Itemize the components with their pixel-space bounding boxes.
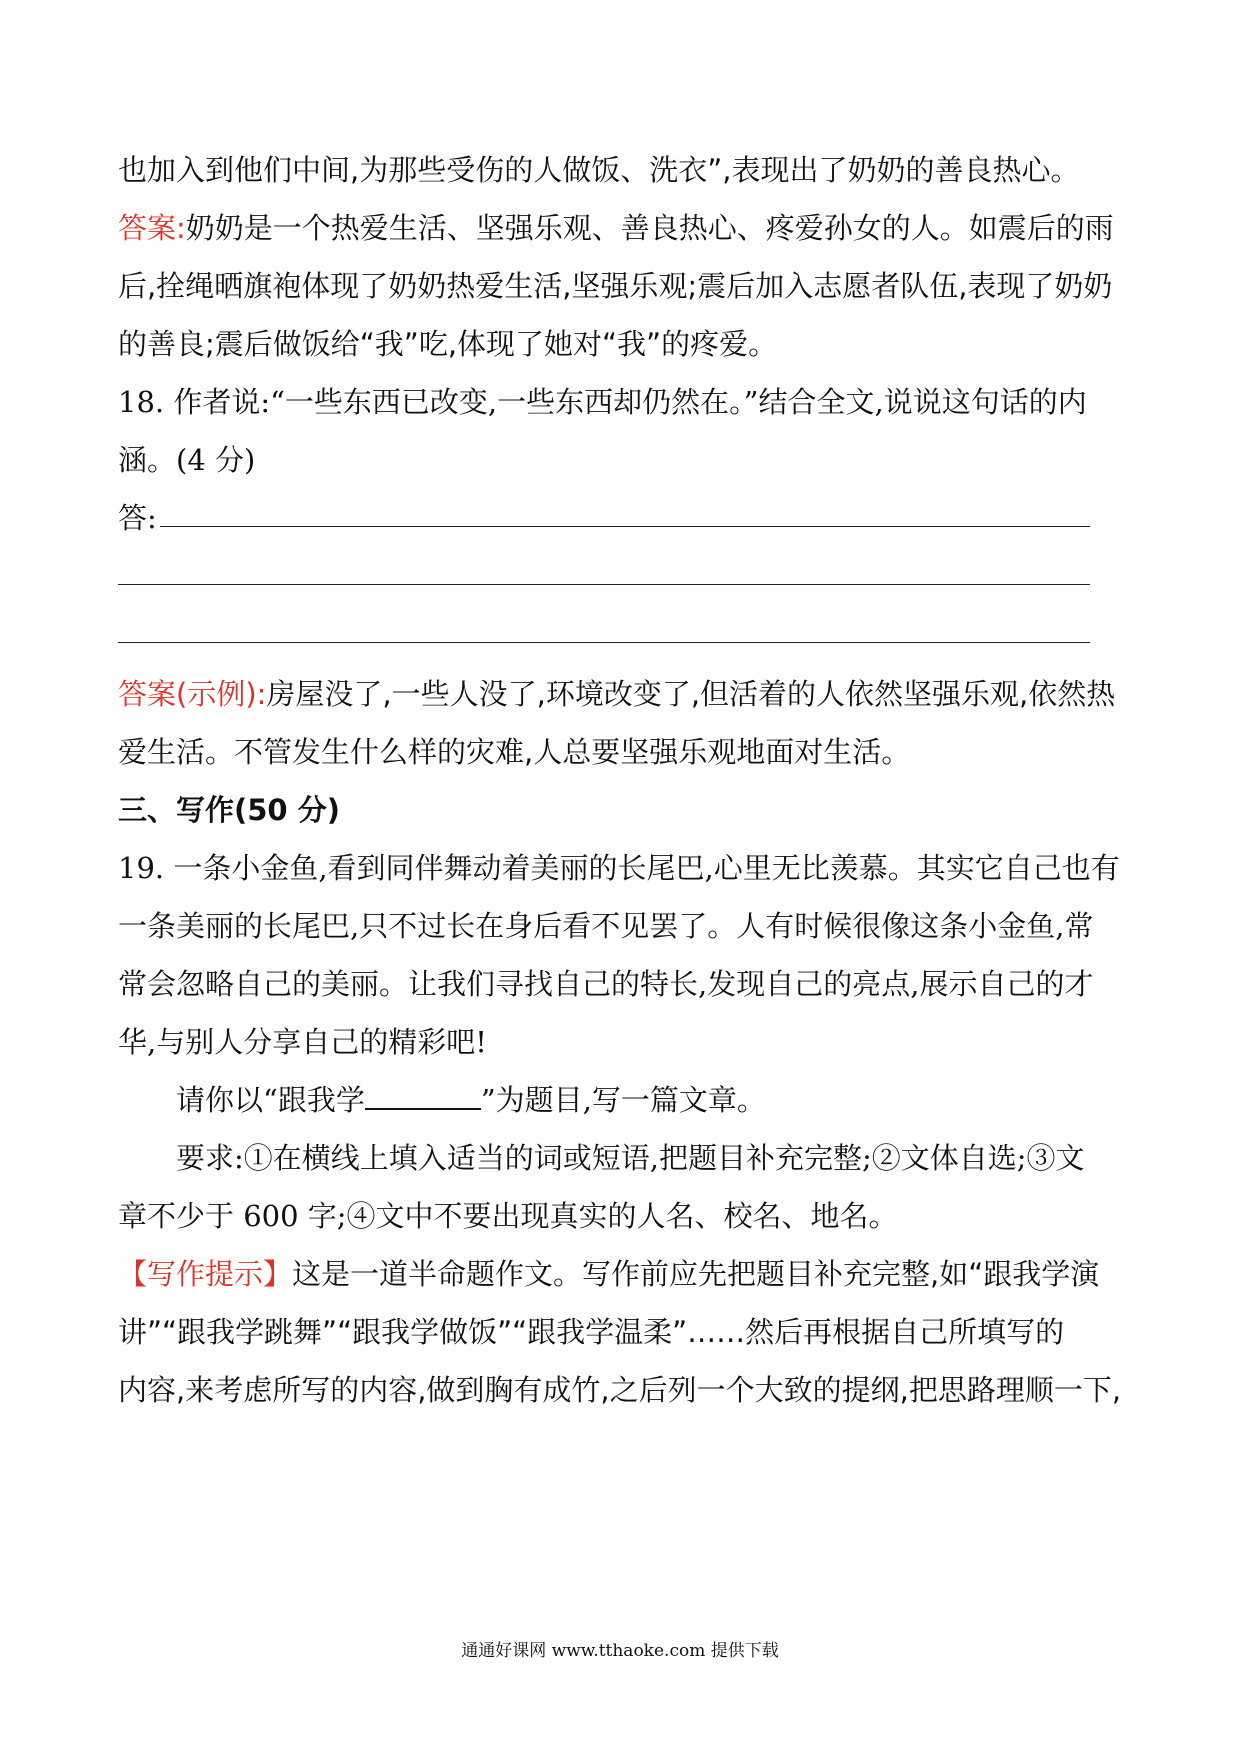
- writing-tip-text: 这是一道半命题作文。写作前应先把题目补充完整,如“跟我学演: [292, 1257, 1100, 1291]
- question-19-line-1: 19. 一条小金鱼,看到同伴舞动着美丽的长尾巴,心里无比羡慕。其实它自己也有: [118, 851, 1120, 885]
- section-heading-writing: 三、写作(50 分): [118, 793, 340, 827]
- text-line-9: 爱生活。不管发生什么样的灾难,人总要坚强乐观地面对生活。: [118, 735, 911, 769]
- answer-blank-3[interactable]: [118, 642, 1090, 643]
- question-19-line-2: 一条美丽的长尾巴,只不过长在身后看不见罢了。人有时候很像这条小金鱼,常: [118, 909, 1094, 943]
- requirements-line-2: 章不少于 600 字;④文中不要出现真实的人名、校名、地名。: [118, 1199, 898, 1233]
- title-blank[interactable]: [365, 1080, 481, 1110]
- text-line-1: 也加入到他们中间,为那些受伤的人做饭、洗衣”,表现出了奶奶的善良热心。: [118, 153, 1080, 187]
- writing-tip-label: 【写作提示】: [118, 1257, 293, 1291]
- writing-tip-line-1: [118, 1252, 1099, 1293]
- text-line-3: 后,拴绳晒旗袍体现了奶奶热爱生活,坚强乐观;震后加入志愿者队伍,表现了奶奶: [118, 269, 1113, 303]
- text-line-4: 的善良;震后做饭给“我”吃,体现了她对“我”的疼爱。: [118, 327, 778, 361]
- question-18-line-2: 涵。(4 分): [118, 443, 256, 477]
- essay-prompt: [176, 1078, 766, 1119]
- question-19-line-3: 常会忽略自己的美丽。让我们寻找自己的特长,发现自己的亮点,展示自己的才: [118, 967, 1094, 1001]
- answer-text: 奶奶是一个热爱生活、坚强乐观、善良热心、疼爱孙女的人。如震后的雨: [185, 211, 1114, 245]
- answer-label: 答案(示例):: [118, 677, 267, 711]
- prompt-post: ”为题目,写一篇文章。: [480, 1083, 766, 1117]
- answer-blank-1[interactable]: [160, 526, 1090, 527]
- question-19-line-4: 华,与别人分享自己的精彩吧!: [118, 1025, 487, 1059]
- writing-tip-line-3: 内容,来考虑所写的内容,做到胸有成竹,之后列一个大致的提纲,把思路理顺一下,: [118, 1373, 1122, 1407]
- answer-17: [118, 206, 1114, 247]
- writing-tip-line-2: 讲”“跟我学跳舞”“跟我学做饭”“跟我学温柔”……然后再根据自己所填写的: [118, 1315, 1065, 1349]
- prompt-pre: 请你以“跟我学: [176, 1083, 365, 1117]
- answer-text: 房屋没了,一些人没了,环境改变了,但活着的人依然坚强乐观,依然热: [266, 677, 1116, 711]
- answer-prompt: 答:: [118, 501, 157, 535]
- page-footer: 通通好课网 www.tthaoke.com 提供下载: [461, 1641, 779, 1661]
- question-18-line-1: 18. 作者说:“一些东西已改变,一些东西却仍然在。”结合全文,说说这句话的内: [118, 385, 1087, 419]
- answer-blank-2[interactable]: [118, 584, 1090, 585]
- answer-label: 答案:: [118, 211, 186, 245]
- requirements-line-1: 要求:①在横线上填入适当的词或短语,把题目补充完整;②文体自选;③文: [176, 1141, 1085, 1175]
- answer-18: [118, 672, 1115, 713]
